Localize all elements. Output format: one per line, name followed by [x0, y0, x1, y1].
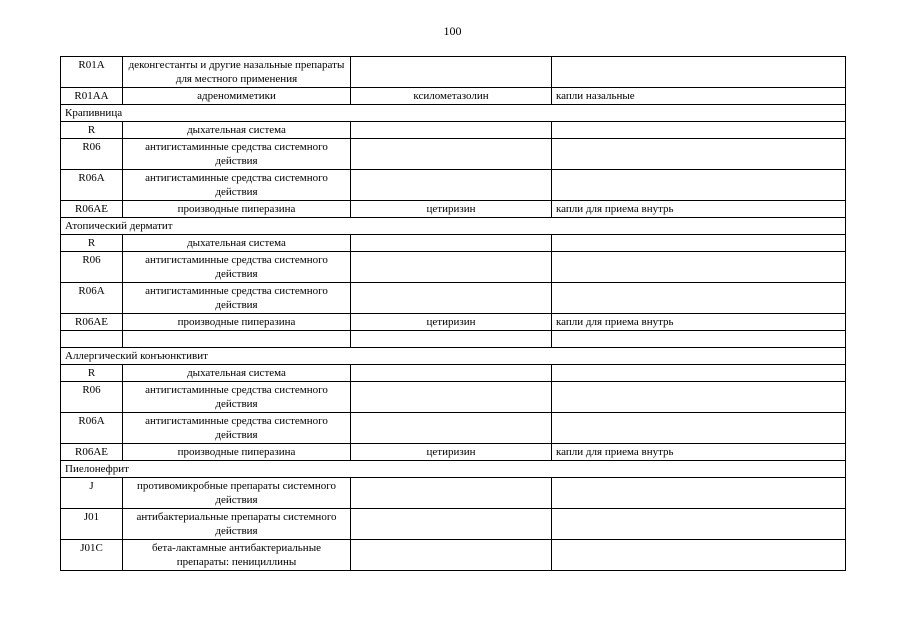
dosage-form-cell [552, 170, 846, 201]
table-row [61, 314, 846, 331]
dosage-form-cell [552, 478, 846, 509]
dosage-form-cell [552, 413, 846, 444]
empty-row [61, 331, 846, 348]
table-row [61, 509, 846, 540]
drug-name-cell [351, 509, 552, 540]
atc-code-cell: R06A [61, 283, 123, 314]
section-header-row [61, 348, 846, 365]
dosage-form-cell [552, 365, 846, 382]
table-row [61, 139, 846, 170]
section-header-row [61, 218, 846, 235]
atc-group-cell: дыхательная система [123, 235, 351, 252]
atc-group-cell: производные пиперазина [123, 444, 351, 461]
dosage-form-cell: капли для приема внутрь [552, 314, 846, 331]
table-row [61, 540, 846, 571]
atc-code-cell: J01 [61, 509, 123, 540]
section-title: Атопический дерматит [61, 218, 846, 235]
atc-group-cell: производные пиперазина [123, 314, 351, 331]
dosage-form-cell [552, 235, 846, 252]
atc-group-cell: дыхательная система [123, 365, 351, 382]
dosage-form-cell [552, 283, 846, 314]
atc-code-cell: R01A [61, 57, 123, 88]
table-row [61, 252, 846, 283]
table-row [61, 283, 846, 314]
drug-name-cell [351, 283, 552, 314]
atc-group-cell: производные пиперазина [123, 201, 351, 218]
table-row [61, 88, 846, 105]
atc-code-cell: R01AA [61, 88, 123, 105]
atc-group-cell: дыхательная система [123, 122, 351, 139]
section-title: Аллергический конъюнктивит [61, 348, 846, 365]
drug-name-cell [351, 540, 552, 571]
dosage-form-cell [552, 509, 846, 540]
atc-group-cell: антигистаминные средства системного действия [123, 382, 351, 413]
atc-code-cell: J [61, 478, 123, 509]
atc-group-cell: антибактериальные препараты системного действия [123, 509, 351, 540]
table-body [61, 57, 846, 571]
empty-cell [123, 331, 351, 348]
drug-name-cell: цетиризин [351, 201, 552, 218]
atc-code-cell: R06 [61, 382, 123, 413]
drug-name-cell [351, 365, 552, 382]
drug-name-cell: цетиризин [351, 444, 552, 461]
drug-name-cell [351, 122, 552, 139]
drug-table [60, 56, 846, 571]
page-number: 100 [443, 24, 462, 38]
atc-group-cell: антигистаминные средства системного действия [123, 283, 351, 314]
atc-group-cell: антигистаминные средства системного действия [123, 139, 351, 170]
table-row [61, 57, 846, 88]
dosage-form-cell [552, 540, 846, 571]
drug-name-cell [351, 478, 552, 509]
atc-code-cell: R [61, 365, 123, 382]
section-title: Пиелонефрит [61, 461, 846, 478]
atc-code-cell: R06AE [61, 444, 123, 461]
drug-name-cell: ксилометазолин [351, 88, 552, 105]
dosage-form-cell: капли для приема внутрь [552, 444, 846, 461]
drug-name-cell: цетиризин [351, 314, 552, 331]
drug-name-cell [351, 170, 552, 201]
drug-name-cell [351, 252, 552, 283]
table-row [61, 201, 846, 218]
atc-group-cell: антигистаминные средства системного действия [123, 252, 351, 283]
dosage-form-cell [552, 139, 846, 170]
table-row [61, 444, 846, 461]
atc-code-cell: R06AE [61, 314, 123, 331]
atc-code-cell: R06A [61, 170, 123, 201]
dosage-form-cell [552, 122, 846, 139]
table-row [61, 365, 846, 382]
drug-name-cell [351, 235, 552, 252]
table-row [61, 382, 846, 413]
atc-code-cell: R06 [61, 252, 123, 283]
atc-code-cell: R [61, 235, 123, 252]
dosage-form-cell: капли назальные [552, 88, 846, 105]
drug-name-cell [351, 413, 552, 444]
section-title: Крапивница [61, 105, 846, 122]
section-header-row [61, 461, 846, 478]
atc-group-cell: бета-лактамные антибактериальные препараты: пенициллины [123, 540, 351, 571]
drug-name-cell [351, 382, 552, 413]
empty-cell [351, 331, 552, 348]
table-row [61, 170, 846, 201]
atc-group-cell: антигистаминные средства системного действия [123, 413, 351, 444]
dosage-form-cell: капли для приема внутрь [552, 201, 846, 218]
dosage-form-cell [552, 252, 846, 283]
empty-cell [552, 331, 846, 348]
atc-group-cell: антигистаминные средства системного действия [123, 170, 351, 201]
section-header-row [61, 105, 846, 122]
atc-code-cell: J01C [61, 540, 123, 571]
table-row [61, 478, 846, 509]
atc-code-cell: R06 [61, 139, 123, 170]
dosage-form-cell [552, 57, 846, 88]
drug-name-cell [351, 139, 552, 170]
table-row [61, 122, 846, 139]
empty-cell [61, 331, 123, 348]
drug-name-cell [351, 57, 552, 88]
atc-code-cell: R [61, 122, 123, 139]
atc-code-cell: R06A [61, 413, 123, 444]
table-row [61, 235, 846, 252]
atc-code-cell: R06AE [61, 201, 123, 218]
atc-group-cell: адреномиметики [123, 88, 351, 105]
dosage-form-cell [552, 382, 846, 413]
atc-group-cell: противомикробные препараты системного действия [123, 478, 351, 509]
table-row [61, 413, 846, 444]
atc-group-cell: деконгестанты и другие назальные препараты для местного применения [123, 57, 351, 88]
